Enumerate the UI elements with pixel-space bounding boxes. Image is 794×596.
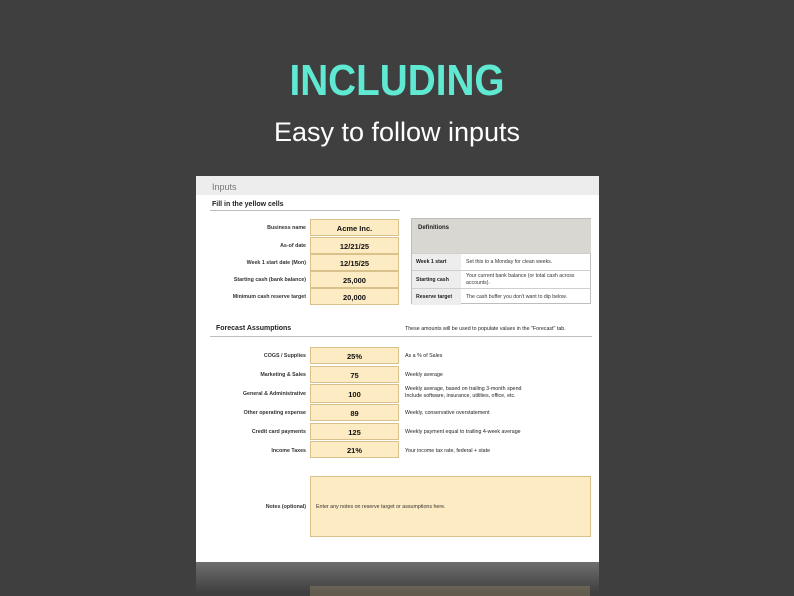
notes-label: Notes (optional) — [265, 504, 306, 510]
divider — [210, 210, 400, 211]
assumption-note: Weekly, conservative overstatement — [405, 410, 490, 416]
input-label: Business name — [267, 225, 306, 231]
starting-cash-cell[interactable]: 25,000 — [310, 271, 399, 288]
definitions-panel — [411, 218, 591, 304]
input-label: Minimum cash reserve target — [232, 294, 306, 300]
reflection-cell — [310, 586, 590, 596]
assumption-label: Credit card payments — [251, 429, 306, 435]
definition-desc: Set this to a Monday for clean weeks. — [466, 258, 553, 265]
definition-term: Reserve target — [412, 289, 461, 305]
as-of-date-cell[interactable]: 12/21/25 — [310, 237, 399, 254]
cogs-cell[interactable]: 25% — [310, 347, 399, 364]
definition-row — [412, 253, 591, 270]
subhead: Easy to follow inputs — [273, 117, 521, 147]
reserve-target-cell[interactable]: 20,000 — [310, 288, 399, 305]
definition-desc: Your current bank balance (or total cash across accounts). — [466, 272, 575, 286]
definitions-header: Definitions — [412, 219, 591, 253]
assumption-label: COGS / Supplies — [263, 353, 306, 359]
marketing-cell[interactable]: 75 — [310, 366, 399, 383]
assumption-label: General & Administrative — [242, 391, 306, 397]
fill-header: Fill in the yellow cells — [212, 201, 284, 208]
headline: INCLUDING — [289, 56, 505, 105]
definition-term: Starting cash — [412, 271, 461, 288]
assumption-label: Income Taxes — [271, 448, 306, 454]
spreadsheet-preview — [196, 176, 599, 562]
forecast-header: Forecast Assumptions — [216, 325, 292, 332]
week-start-cell[interactable]: 12/15/25 — [310, 254, 399, 271]
assumption-note: Weekly average, based on trailing 3-month spend Include software, insurance, utilities, office, etc. — [405, 386, 522, 399]
business-name-cell[interactable]: Acme Inc. — [310, 219, 399, 236]
definition-row — [412, 270, 591, 288]
assumption-note: Weekly average — [405, 372, 443, 378]
definition-term: Week 1 start — [412, 254, 461, 270]
input-label: As-of date — [280, 243, 306, 249]
g-and-a-cell[interactable]: 100 — [310, 384, 399, 403]
notes-field[interactable]: Enter any notes on reserve target or assumptions here. — [310, 476, 591, 537]
sheet-title: Inputs — [196, 176, 599, 195]
assumption-note: Your income tax rate, federal + state — [405, 448, 491, 454]
other-opex-cell[interactable]: 89 — [310, 404, 399, 421]
income-tax-cell[interactable]: 21% — [310, 441, 399, 458]
forecast-note: These amounts will be used to populate values in the "Forecast" tab. — [405, 326, 566, 332]
assumption-note: As a % of Sales — [405, 353, 443, 359]
sheet-reflection — [196, 562, 599, 596]
assumption-label: Marketing & Sales — [260, 372, 306, 378]
definition-row — [412, 288, 591, 305]
assumption-label: Other operating expense — [243, 410, 306, 416]
input-label: Starting cash (bank balance) — [233, 277, 306, 283]
divider — [210, 336, 592, 337]
input-label: Week 1 start date (Mon) — [246, 260, 306, 266]
assumption-note: Weekly payment equal to trailing 4-week average — [405, 429, 521, 435]
credit-card-cell[interactable]: 125 — [310, 423, 399, 440]
definition-desc: The cash buffer you don't want to dip below. — [466, 293, 567, 300]
